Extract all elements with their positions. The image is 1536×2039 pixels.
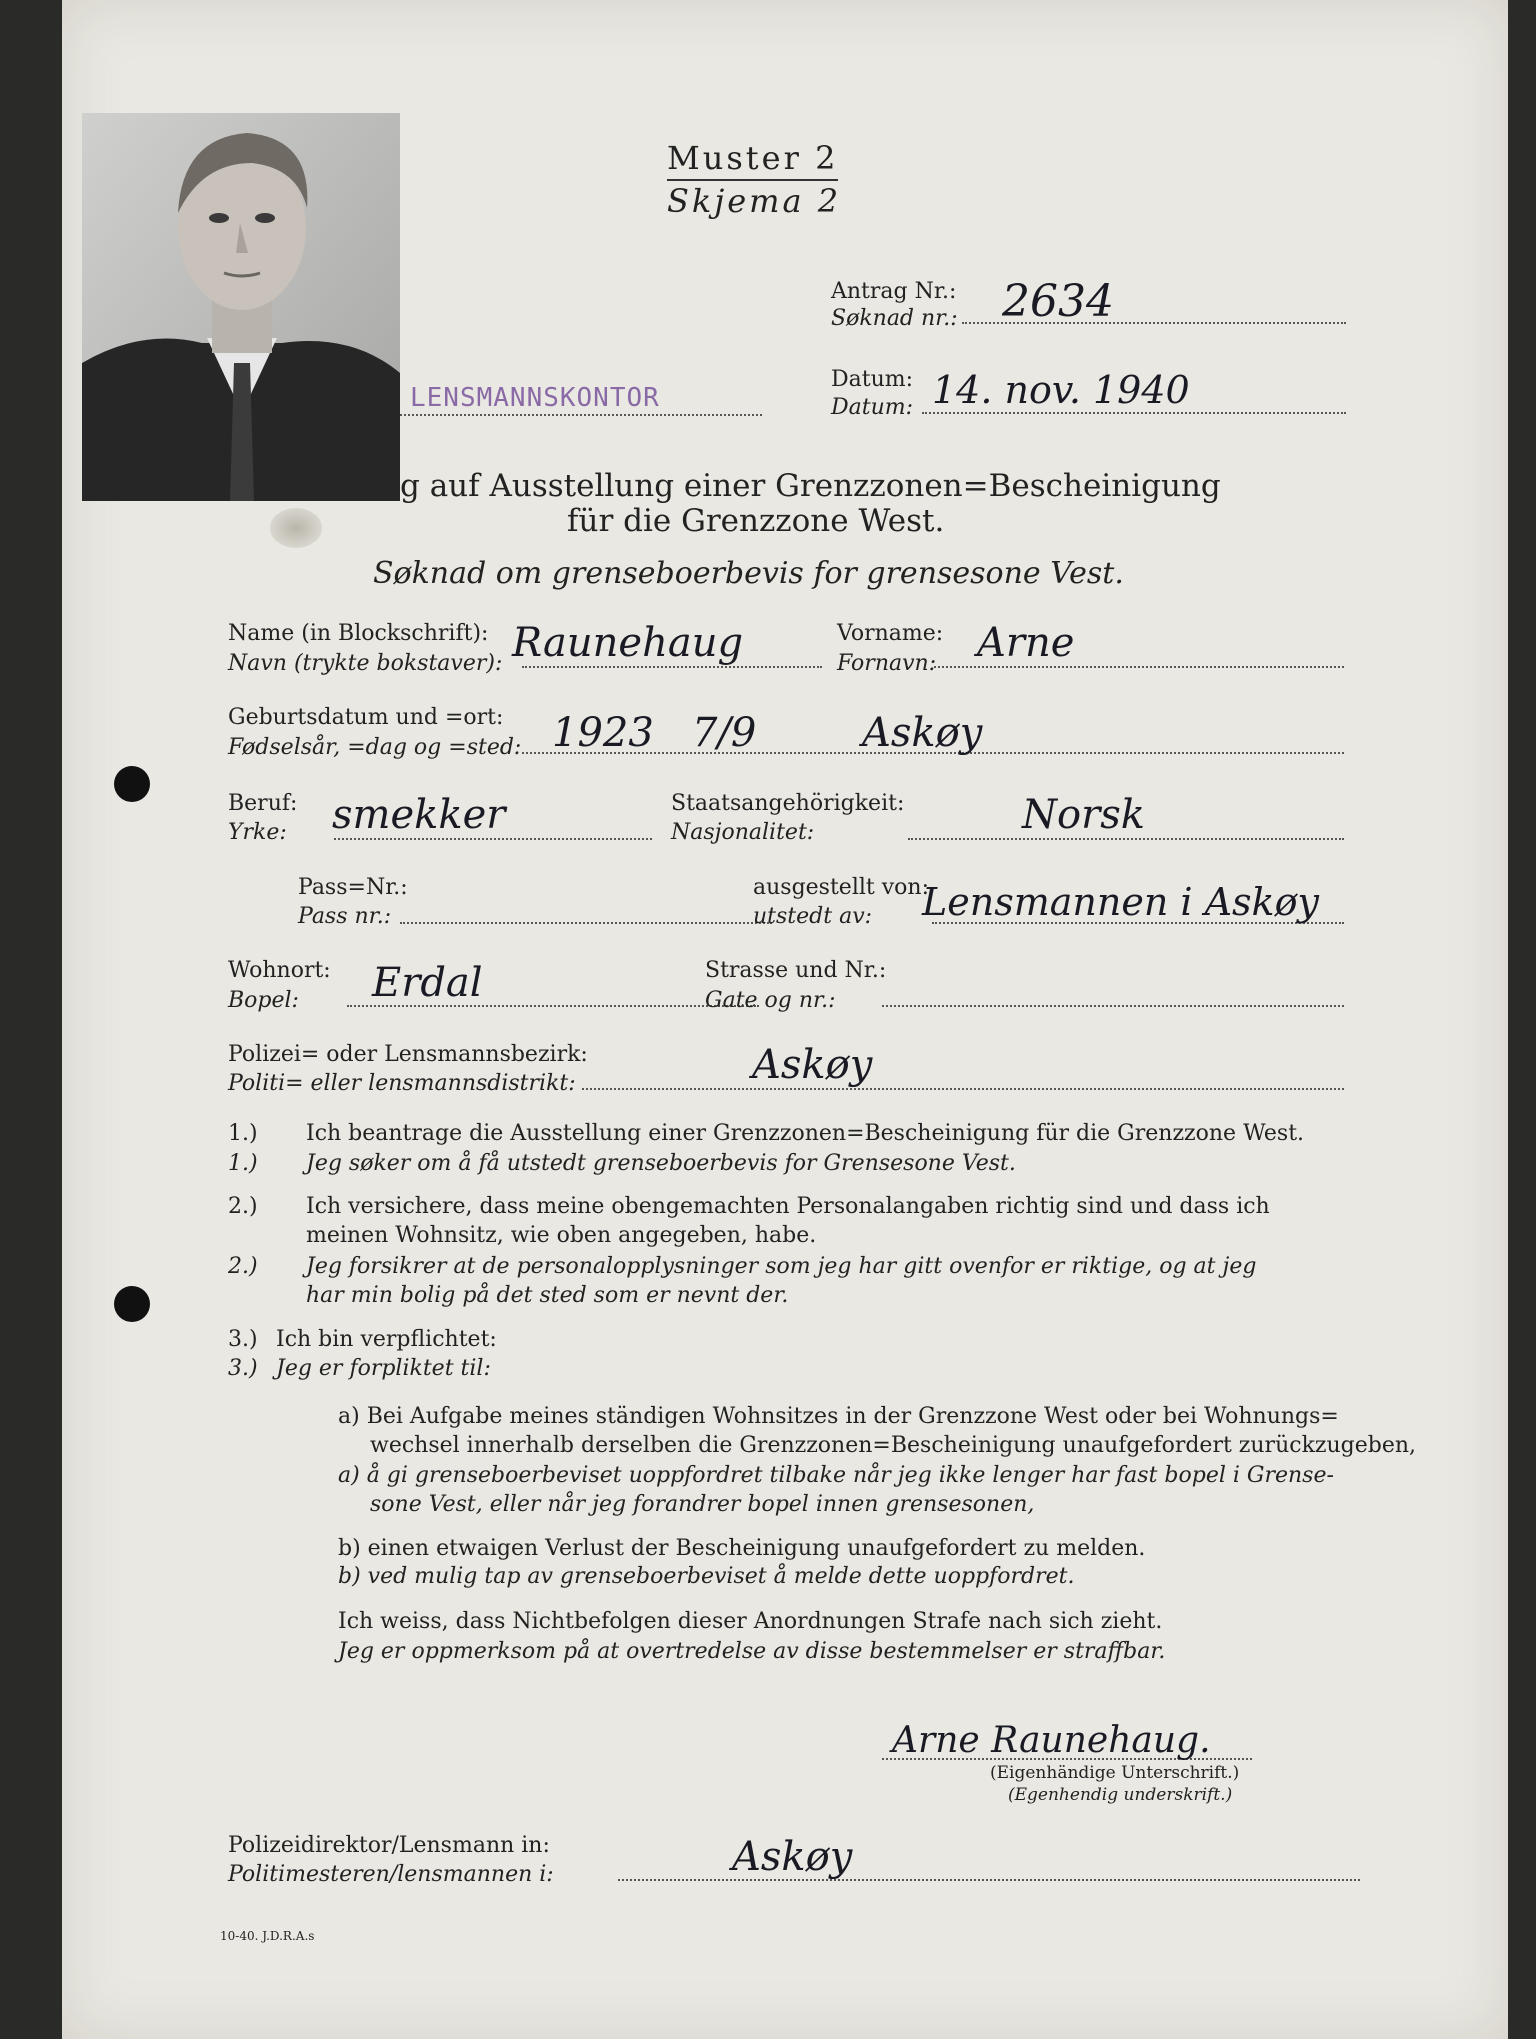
pass-label-de: Pass=Nr.: <box>298 875 408 900</box>
nasjonalitet-label-no: Nasjonalitet: <box>671 820 815 845</box>
clause-2-no-line1: Jeg forsikrer at de personalopplysninger som jeg har gitt ovenfor er riktige, og at jeg <box>306 1254 1257 1279</box>
clause-2-number-de: 2.) <box>228 1194 258 1219</box>
geburt-date-value: 7/9 <box>692 710 757 756</box>
strasse-label-de: Strasse und Nr.: <box>705 958 887 983</box>
soknad-label-no: Søknad nr.: <box>831 306 958 331</box>
clause-3b-no: b) ved mulig tap av grenseboerbeviset å melde dette uoppfordret. <box>338 1564 1075 1589</box>
geburt-label-de: Geburtsdatum und =ort: <box>228 705 504 730</box>
portrait-image <box>82 113 400 501</box>
form-title-no: Søknad om grenseboerbevis for grensesone Vest. <box>373 556 1124 591</box>
signature-label-de: (Eigenhändige Unterschrift.) <box>990 1763 1240 1783</box>
geburt-year-value: 1923 <box>552 710 654 756</box>
utstedt-label-no: utstedt av: <box>753 904 873 929</box>
beruf-line <box>334 838 652 840</box>
beruf-value: smekker <box>332 792 506 838</box>
staat-value: Norsk <box>1022 792 1145 838</box>
name-line <box>522 666 822 668</box>
warning-no: Jeg er oppmerksom på at overtredelse av disse bestemmelser er straffbar. <box>338 1639 1166 1664</box>
wohnort-label-de: Wohnort: <box>228 958 331 983</box>
form-title-de-1: g auf Ausstellung einer Grenzzonen=Bescheinigung <box>400 468 1221 504</box>
name-label-no: Navn (trykte bokstaver): <box>228 651 503 676</box>
skjema-title: Skjema 2 <box>667 182 842 220</box>
distrikt-label-no: Politi= eller lensmannsdistrikt: <box>228 1071 576 1096</box>
printer-imprint: 10-40. J.D.R.A.s <box>220 1929 315 1943</box>
bezirk-line <box>582 1088 1344 1090</box>
clause-3b-de: b) einen etwaigen Verlust der Bescheinigung unaufgefordert zu melden. <box>338 1536 1146 1561</box>
wohnort-value: Erdal <box>372 960 483 1006</box>
datum-label-de: Datum: <box>831 367 914 392</box>
paper-stain <box>270 508 322 548</box>
clause-2-de-line1: Ich versichere, dass meine obengemachten Personalangaben richtig sind und dass ich <box>306 1194 1270 1219</box>
vorname-line <box>934 666 1344 668</box>
name-label-de: Name (in Blockschrift): <box>228 621 489 646</box>
clause-3a-no-line1: a) å gi grenseboerbeviset uoppfordret tilbake når jeg ikke lenger har fast bopel i Grense- <box>338 1463 1334 1488</box>
politimesteren-label-no: Politimesteren/lensmannen i: <box>228 1862 554 1887</box>
beruf-label-de: Beruf: <box>228 791 298 816</box>
clause-3-de: Ich bin verpflichtet: <box>276 1327 497 1352</box>
staat-label-de: Staatsangehörigkeit: <box>671 791 905 816</box>
staat-line <box>908 838 1344 840</box>
bopel-label-no: Bopel: <box>228 988 299 1013</box>
clause-3a-de-line1: a) Bei Aufgabe meines ständigen Wohnsitzes in der Grenzzone West oder bei Wohnungs= <box>338 1404 1339 1429</box>
antrag-number-value: 2634 <box>1002 276 1114 327</box>
punch-hole-bottom <box>114 1286 150 1322</box>
clause-2-de-line2: meinen Wohnsitz, wie oben angegeben, habe. <box>306 1223 817 1248</box>
pass-label-no: Pass nr.: <box>298 904 392 929</box>
antrag-label-de: Antrag Nr.: <box>831 279 957 304</box>
clause-3-number-de: 3.) <box>228 1327 258 1352</box>
datum-line <box>922 412 1346 414</box>
lensmannskontor-stamp: LENSMANNSKONTOR <box>410 383 660 413</box>
fornavn-label-no: Fornavn: <box>837 651 937 676</box>
document-page <box>62 0 1508 2039</box>
muster-title: Muster 2 <box>667 139 838 181</box>
signature-label-no: (Egenhendig underskrift.) <box>1008 1785 1233 1805</box>
form-title-de-2: für die Grenzzone West. <box>567 503 945 539</box>
gate-label-no: Gate og nr.: <box>705 988 836 1013</box>
geburt-label-no: Fødselsår, =dag og =sted: <box>228 735 522 760</box>
bezirk-value: Askøy <box>752 1042 873 1088</box>
clause-3-number-no: 3.) <box>228 1356 258 1381</box>
geburt-place-value: Askøy <box>862 710 983 756</box>
vorname-label-de: Vorname: <box>837 621 944 646</box>
strasse-line <box>882 1005 1344 1007</box>
clause-2-number-no: 2.) <box>228 1254 258 1279</box>
clause-3a-de-line2: wechsel innerhalb derselben die Grenzzonen=Bescheinigung unaufgefordert zurückzugeben, <box>370 1433 1417 1458</box>
clause-1-number-de: 1.) <box>228 1121 258 1146</box>
vorname-value: Arne <box>977 620 1075 666</box>
warning-de: Ich weiss, dass Nichtbefolgen dieser Anordnungen Strafe nach sich zieht. <box>338 1609 1163 1634</box>
clause-2-no-line2: har min bolig på det sted som er nevnt der. <box>306 1283 789 1308</box>
polizeidirektor-value: Askøy <box>732 1834 853 1880</box>
bezirk-label-de: Polizei= oder Lensmannsbezirk: <box>228 1042 588 1067</box>
clause-1-de: Ich beantrage die Ausstellung einer Grenzzonen=Bescheinigung für die Grenzzone West. <box>306 1121 1305 1146</box>
stamp-line <box>400 414 762 416</box>
clause-3-no: Jeg er forpliktet til: <box>276 1356 491 1381</box>
pass-line <box>400 922 772 924</box>
ausgestellt-label-de: ausgestellt von: <box>753 875 929 900</box>
applicant-photo <box>82 113 400 501</box>
name-value: Raunehaug <box>512 620 744 666</box>
clause-1-no: Jeg søker om å få utstedt grenseboerbevis for Grensesone Vest. <box>306 1151 1016 1176</box>
datum-value: 14. nov. 1940 <box>932 368 1190 412</box>
ausgestellt-value: Lensmannen i Askøy <box>922 880 1319 924</box>
signature-value: Arne Raunehaug. <box>892 1720 1211 1761</box>
datum-label-no: Datum: <box>831 395 914 420</box>
punch-hole-top <box>114 766 150 802</box>
yrke-label-no: Yrke: <box>228 820 287 845</box>
clause-3a-no-line2: sone Vest, eller når jeg forandrer bopel innen grensesonen, <box>370 1492 1035 1517</box>
polizeidirektor-line <box>618 1879 1360 1881</box>
clause-1-number-no: 1.) <box>228 1151 258 1176</box>
polizeidirektor-label-de: Polizeidirektor/Lensmann in: <box>228 1833 550 1858</box>
